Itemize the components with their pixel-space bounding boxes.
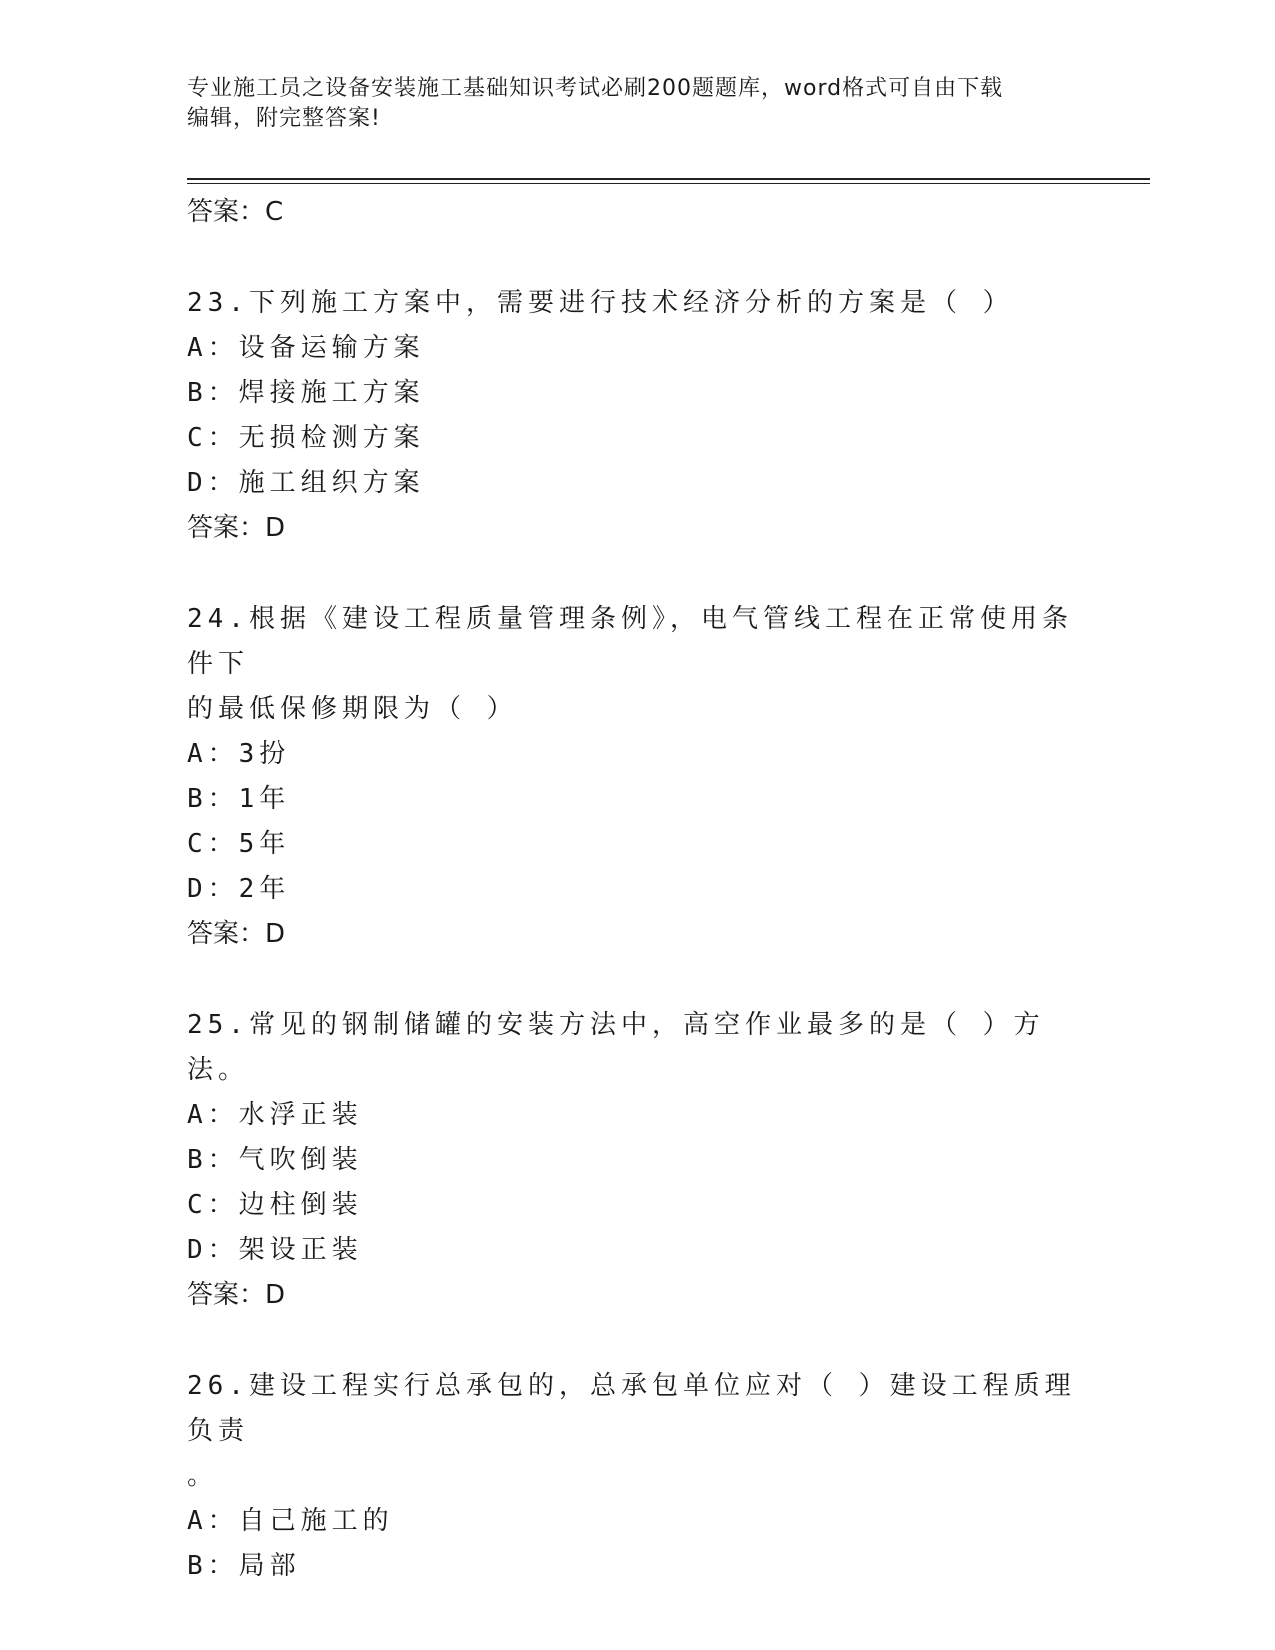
question-stem-continued: 的最低保修期限为（ ） xyxy=(187,694,518,724)
option-c: C：边柱倒装 xyxy=(187,1190,363,1220)
option-a: A：3扮 xyxy=(187,739,291,769)
option-b: B：焊接施工方案 xyxy=(187,378,425,408)
spacer xyxy=(187,956,1087,1003)
question-stem: 24.根据《建设工程质量管理条例》，电气管线工程在正常使用条件下 xyxy=(187,604,1073,679)
answer-line: 答案：D xyxy=(187,919,286,949)
option-a: A：自己施工的 xyxy=(187,1506,394,1536)
option-d: D：架设正装 xyxy=(187,1235,363,1265)
question-list xyxy=(187,190,1087,1589)
option-a: A：设备运输方案 xyxy=(187,333,425,363)
option-c: C：5年 xyxy=(187,829,291,859)
answer-line: 答案：D xyxy=(187,513,286,543)
answer-line: 答案：D xyxy=(187,1280,286,1310)
header-rule-thick xyxy=(187,178,1150,180)
header-line-2: 编辑，附完整答案! xyxy=(187,106,381,131)
header-rule-thin xyxy=(187,183,1150,184)
spacer xyxy=(187,1317,1087,1364)
option-d: D：2年 xyxy=(187,874,291,904)
option-b: B：局部 xyxy=(187,1551,301,1581)
answer-line: 答案：C xyxy=(187,197,284,227)
question-item xyxy=(187,281,1087,550)
question-stem: 26.建设工程实行总承包的，总承包单位应对（ ）建设工程质理负责 xyxy=(187,1371,1076,1446)
spacer xyxy=(187,234,1087,281)
option-b: B：1年 xyxy=(187,784,291,814)
question-stem-continued: 。 xyxy=(187,1461,219,1491)
option-d: D：施工组织方案 xyxy=(187,468,425,498)
question-item xyxy=(187,597,1087,956)
spacer xyxy=(187,550,1087,597)
question-stem: 25.常见的钢制储罐的安装方法中，高空作业最多的是（ ）方法。 xyxy=(187,1010,1045,1085)
option-a: A：水浮正装 xyxy=(187,1100,363,1130)
question-item xyxy=(187,1364,1087,1589)
question-item xyxy=(187,1003,1087,1317)
document-header xyxy=(187,74,1087,134)
option-c: C：无损检测方案 xyxy=(187,423,425,453)
header-line-1: 专业施工员之设备安装施工基础知识考试必刷200题题库，word格式可自由下载 xyxy=(187,76,1004,101)
question-stem: 23.下列施工方案中，需要进行技术经济分析的方案是（ ） xyxy=(187,288,1014,318)
option-b: B：气吹倒装 xyxy=(187,1145,363,1175)
